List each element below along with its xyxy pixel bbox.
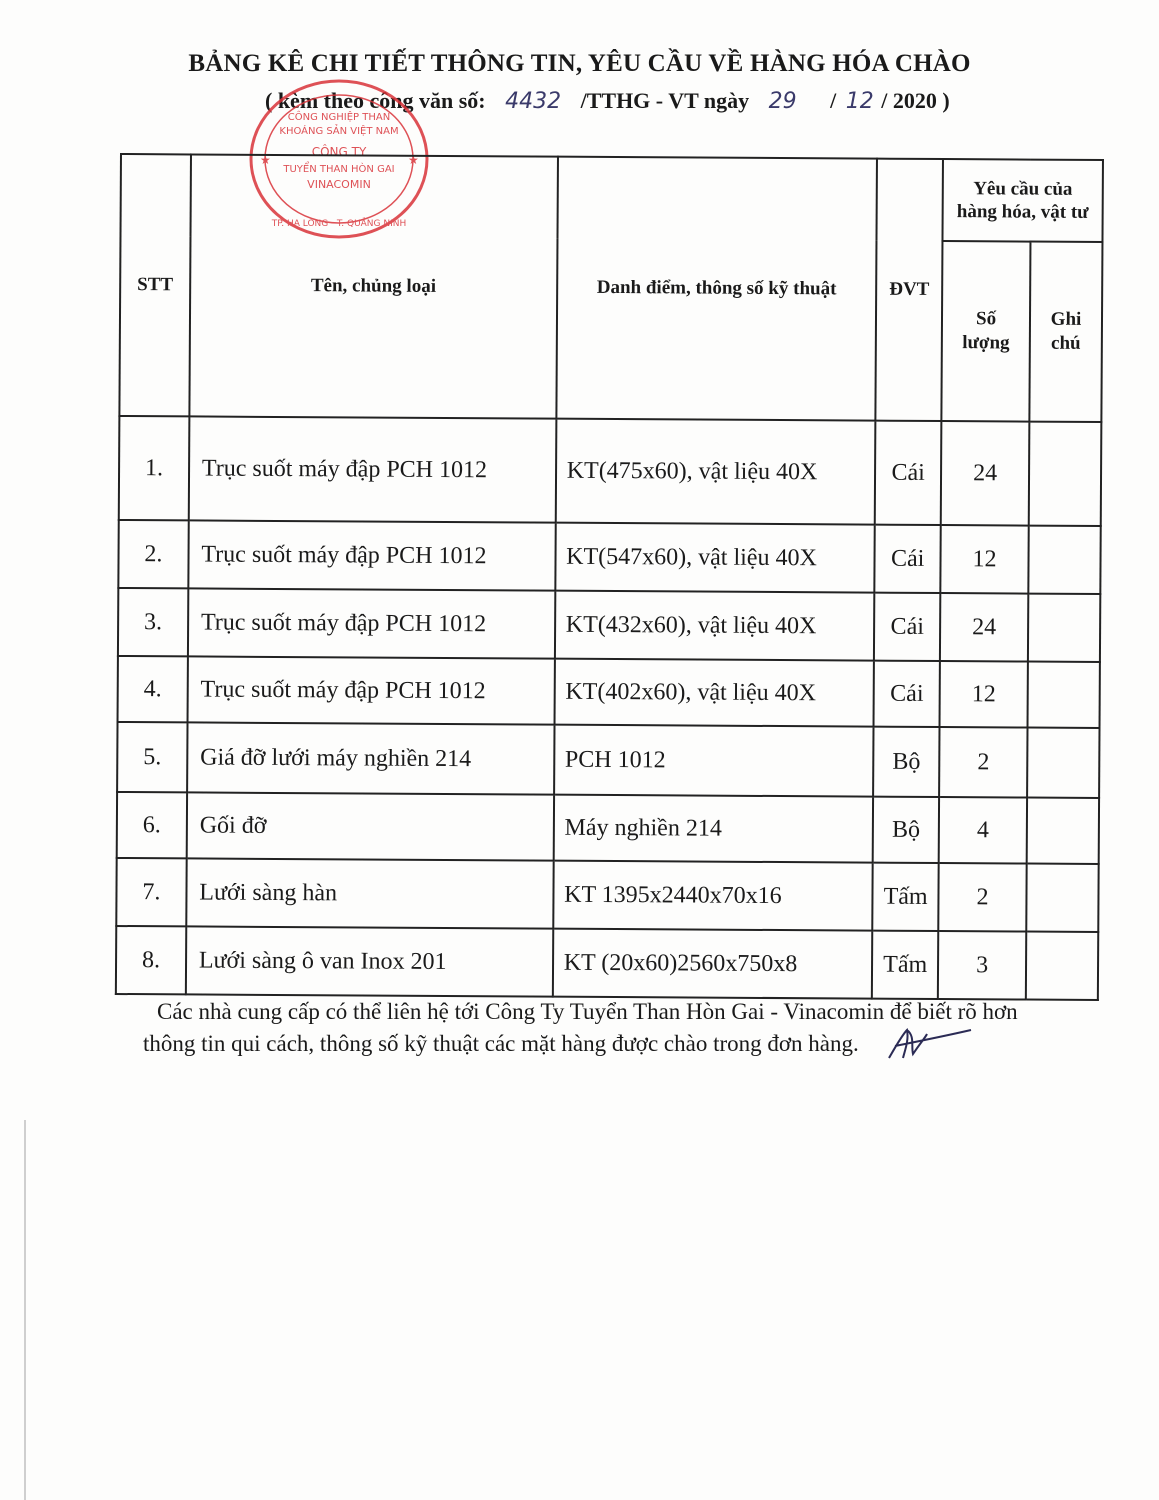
row-quantity: 2 <box>939 727 1027 798</box>
row-unit: Tấm <box>872 931 938 999</box>
handwritten-document-number: 4432 <box>505 89 562 114</box>
row-unit: Tấm <box>872 863 938 931</box>
header-quantity: Số lượng <box>941 241 1030 422</box>
row-note <box>1028 662 1100 728</box>
row-name: Trục suốt máy đập PCH 1012 <box>187 656 554 724</box>
row-stt: 3. <box>118 588 188 656</box>
row-unit: Cái <box>874 593 940 661</box>
table-row <box>118 588 1100 662</box>
row-name: Lưới sàng ô van Inox 201 <box>186 926 553 996</box>
svg-text:★: ★ <box>408 153 419 167</box>
subtitle-year: 2020 ) <box>892 88 950 113</box>
row-quantity: 12 <box>940 661 1028 728</box>
row-unit: Cái <box>874 661 940 727</box>
row-note <box>1026 932 1098 1000</box>
row-stt: 4. <box>118 656 188 722</box>
row-quantity: 2 <box>938 863 1026 932</box>
table-row <box>117 722 1099 798</box>
row-stt: 8. <box>116 926 186 994</box>
row-unit: Bộ <box>873 797 939 863</box>
date-separator-2: / <box>881 88 888 113</box>
row-spec: PCH 1012 <box>554 725 874 797</box>
header-stt: STT <box>119 154 190 416</box>
svg-text:VINACOMIN: VINACOMIN <box>307 178 371 191</box>
table-row <box>117 792 1099 864</box>
handwritten-signature <box>885 1024 975 1064</box>
table-row <box>118 656 1100 728</box>
handwritten-day: 29 <box>768 89 797 114</box>
row-stt: 2. <box>118 520 188 588</box>
row-spec: KT (20x60)2560x750x8 <box>553 929 873 999</box>
svg-text:TP. HẠ LONG · T. QUẢNG NINH: TP. HẠ LONG · T. QUẢNG NINH <box>271 219 407 229</box>
row-note <box>1028 594 1100 662</box>
table-row <box>118 520 1100 594</box>
header-spec: Danh điểm, thông số kỹ thuật <box>556 157 877 421</box>
row-quantity: 24 <box>940 593 1028 662</box>
handwritten-month: 12 <box>845 89 874 114</box>
row-note <box>1027 798 1099 864</box>
svg-text:CÔNG TY: CÔNG TY <box>311 145 367 159</box>
row-name: Trục suốt máy đập PCH 1012 <box>188 588 555 658</box>
subtitle-prefix: ( kèm theo công văn số: <box>265 88 486 113</box>
header-unit: ĐVT <box>876 159 944 421</box>
header-name: Tên, chủng loại <box>189 154 557 418</box>
row-stt: 5. <box>117 722 187 792</box>
table-row <box>116 858 1098 932</box>
row-spec: Máy nghiền 214 <box>553 795 873 863</box>
row-note <box>1029 422 1102 526</box>
row-spec: KT(475x60), vật liệu 40X <box>555 419 875 525</box>
date-separator-1: / <box>830 88 837 113</box>
svg-text:CÔNG NGHIỆP THAN: CÔNG NGHIỆP THAN <box>287 112 391 123</box>
row-note <box>1027 728 1099 798</box>
footer-line-1: Các nhà cung cấp có thể liên hệ tới Công Ty Tuyển Than Hòn Gai - Vinacomin để biết rõ hơn <box>157 999 1018 1024</box>
row-quantity: 3 <box>938 931 1026 1000</box>
svg-text:★: ★ <box>260 153 271 167</box>
row-spec: KT(432x60), vật liệu 40X <box>555 591 875 661</box>
row-quantity: 4 <box>939 797 1027 864</box>
row-name: Giá đỡ lưới máy nghiền 214 <box>187 722 554 794</box>
subtitle-code: /TTHG - VT ngày <box>580 88 750 113</box>
row-spec: KT(547x60), vật liệu 40X <box>555 523 875 593</box>
row-unit: Bộ <box>873 727 939 797</box>
row-stt: 1. <box>119 416 189 520</box>
row-name: Trục suốt máy đập PCH 1012 <box>188 520 555 590</box>
row-stt: 6. <box>117 792 187 858</box>
footer-line-2: thông tin qui cách, thông số kỹ thuật các mặt hàng được chào trong đơn hàng. <box>143 1031 859 1056</box>
row-spec: KT(402x60), vật liệu 40X <box>554 659 874 727</box>
row-quantity: 12 <box>940 525 1028 594</box>
table-row <box>116 926 1098 1000</box>
row-unit: Cái <box>875 525 941 593</box>
row-note <box>1028 526 1100 594</box>
row-spec: KT 1395x2440x70x16 <box>553 861 873 931</box>
table-row <box>119 416 1102 526</box>
row-note <box>1026 864 1098 932</box>
table-header-row <box>120 154 1102 242</box>
header-note: Ghi chú <box>1029 242 1102 422</box>
row-quantity: 24 <box>941 421 1030 526</box>
svg-text:KHOÁNG SẢN VIỆT NAM: KHOÁNG SẢN VIỆT NAM <box>279 126 399 137</box>
scan-edge-line <box>24 1120 26 1500</box>
row-name: Gối đỡ <box>187 792 554 860</box>
row-name: Trục suốt máy đập PCH 1012 <box>189 416 556 522</box>
row-name: Lưới sàng hàn <box>186 858 553 928</box>
row-stt: 7. <box>116 858 186 926</box>
goods-table <box>115 153 1104 1001</box>
document-title: BẢNG KÊ CHI TIẾT THÔNG TIN, YÊU CẦU VỀ HÀNG HÓA CHÀO <box>188 50 971 77</box>
svg-text:TUYỂN THAN HÒN GAI: TUYỂN THAN HÒN GAI <box>283 164 395 175</box>
row-unit: Cái <box>875 421 942 525</box>
header-requirement: Yêu cầu của hàng hóa, vật tư <box>943 159 1103 242</box>
